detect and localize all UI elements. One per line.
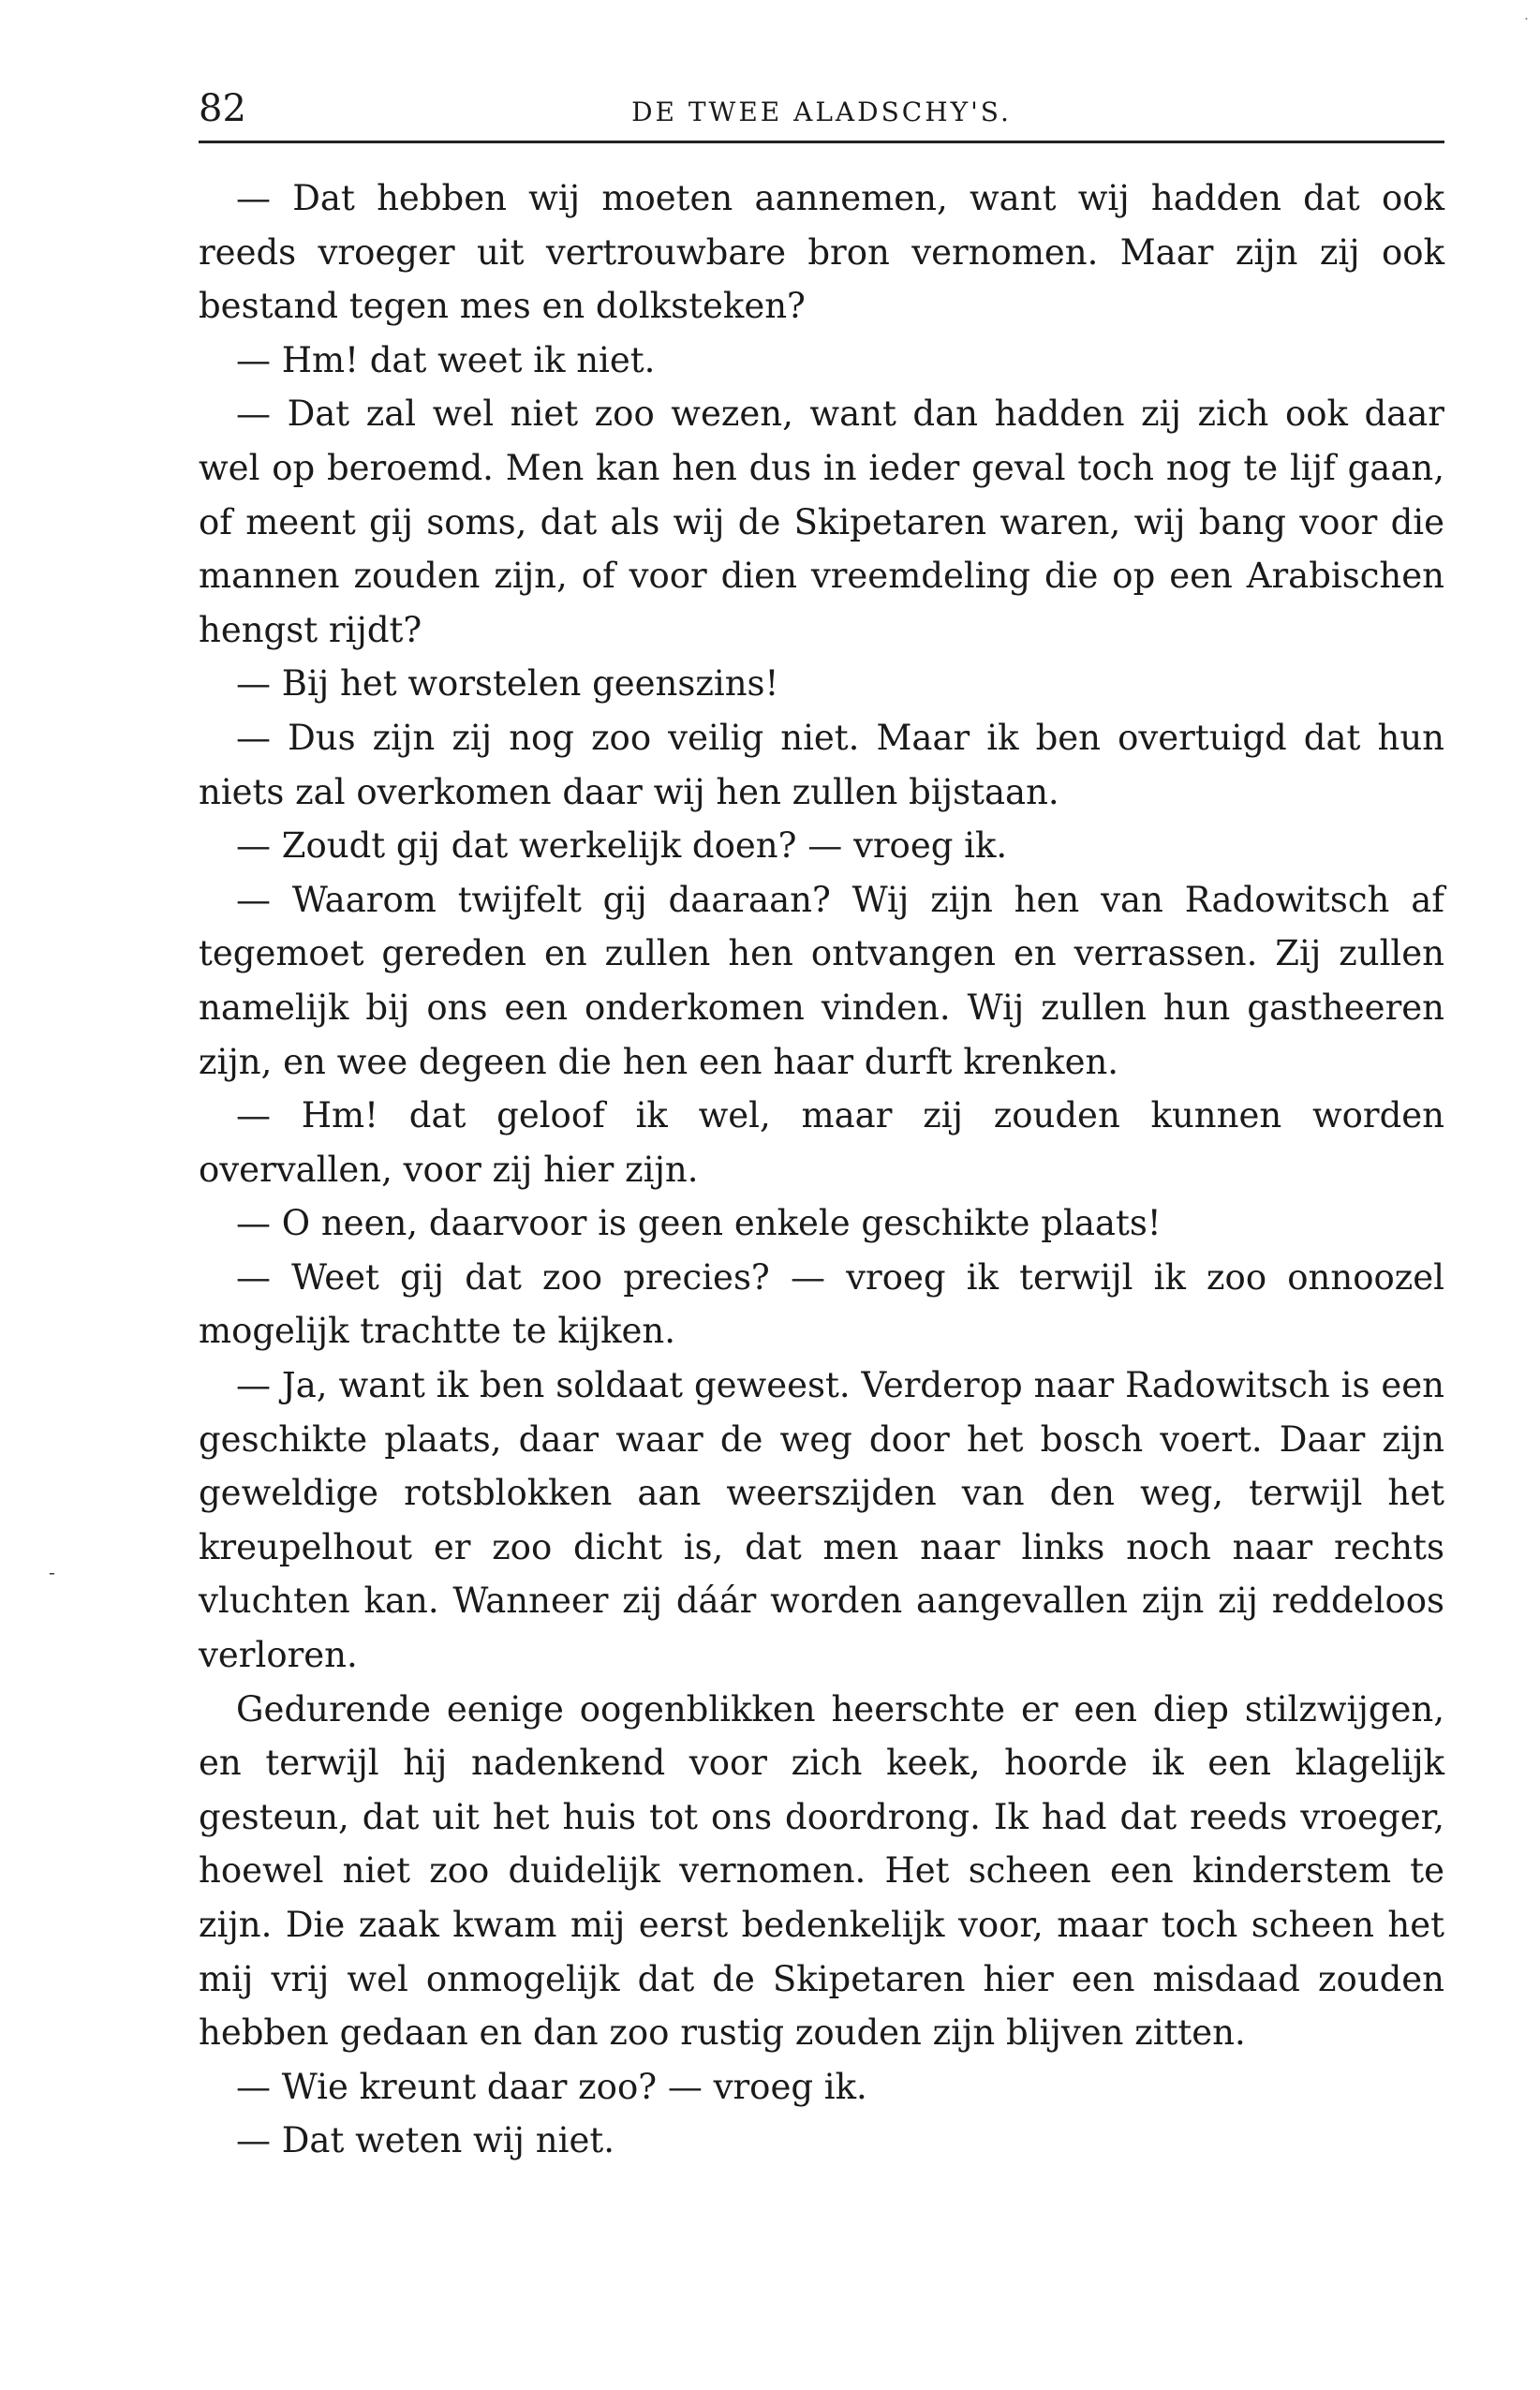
paragraph: Gedurende eenige oogenblikken heerschte er een diep stilzwijgen, en terwijl hij nadenkend voor zich keek, hoorde ik een klagelijk gesteun, dat uit het huis tot ons doordrong. Ik had dat reeds vroeger, hoewel niet zoo duidelijk vernomen. Het scheen een kinderstem te zijn. Die zaak kwam mij eerst bedenkelijk voor, maar toch scheen het mij vrij wel onmogelijk dat de Skipetaren hier een misdaad zouden hebben gedaan en dan zoo rustig zouden zijn blijven zitten. [199, 1688, 1444, 2054]
paragraph: — Waarom twijfelt gij daaraan? Wij zijn hen van Radowitsch af tegemoet gereden en zullen hen ontvangen en verrassen. Zij zullen namelijk bij ons een onderkomen vinden. Wij zullen hun gastheeren zijn, en wee degeen die hen een haar durft krenken. [199, 879, 1444, 1082]
paragraph: — Dat zal wel niet zoo wezen, want dan hadden zij zich ook daar wel op beroemd. Men kan hen dus in ieder geval toch nog te lijf gaan, of meent gij soms, dat als wij de Skipetaren waren, wij bang voor die mannen zouden zijn, of voor dien vreemdeling die op een Arabischen hengst rijdt? [199, 393, 1444, 650]
paragraph: — Weet gij dat zoo precies? — vroeg ik terwijl ik zoo onnoozel mogelijk trachtte te kijken. [199, 1256, 1444, 1352]
running-title: DE TWEE ALADSCHY'S. [631, 96, 1012, 127]
margin-mark: - [49, 1561, 55, 1583]
paragraph: — Zoudt gij dat werkelijk doen? — vroeg ik. [236, 825, 1008, 867]
paragraph: — Hm! dat weet ik niet. [236, 339, 656, 380]
paragraph: — Wie kreunt daar zoo? — vroeg ik. [236, 2066, 867, 2107]
page-number: 82 [199, 87, 246, 130]
paragraph: — Dat hebben wij moeten aannemen, want wij hadden dat ook reeds vroeger uit vertrouwbare bron vernomen. Maar zijn zij ook bestand tegen mes en dolksteken? [199, 178, 1444, 327]
paragraph: — Bij het worstelen geenszins! [236, 663, 779, 705]
corner-speck: . [1523, 6, 1529, 23]
paragraph: — O neen, daarvoor is geen enkele geschikte plaats! [236, 1203, 1162, 1244]
paragraph: — Dat weten wij niet. [236, 2120, 615, 2161]
paragraph: — Hm! dat geloof ik wel, maar zij zouden kunnen worden overvallen, voor zij hier zijn. [199, 1095, 1444, 1190]
body-text [199, 171, 1444, 2168]
page-header [199, 84, 1444, 143]
paragraph: — Dus zijn zij nog zoo veilig niet. Maar ik ben overtuigd dat hun niets zal overkomen daar wij hen zullen bijstaan. [199, 717, 1444, 812]
paragraph: — Ja, want ik ben soldaat geweest. Verderop naar Radowitsch is een geschikte plaats, daar waar de weg door het bosch voert. Daar zijn geweldige rotsblokken aan weerszijden van den weg, terwijl het kreupelhout er zoo dicht is, dat men naar links noch naar rechts vluchten kan. Wanneer zij dáár worden aangevallen zijn zij reddeloos verloren. [199, 1365, 1444, 1676]
book-page [199, 84, 1444, 2168]
